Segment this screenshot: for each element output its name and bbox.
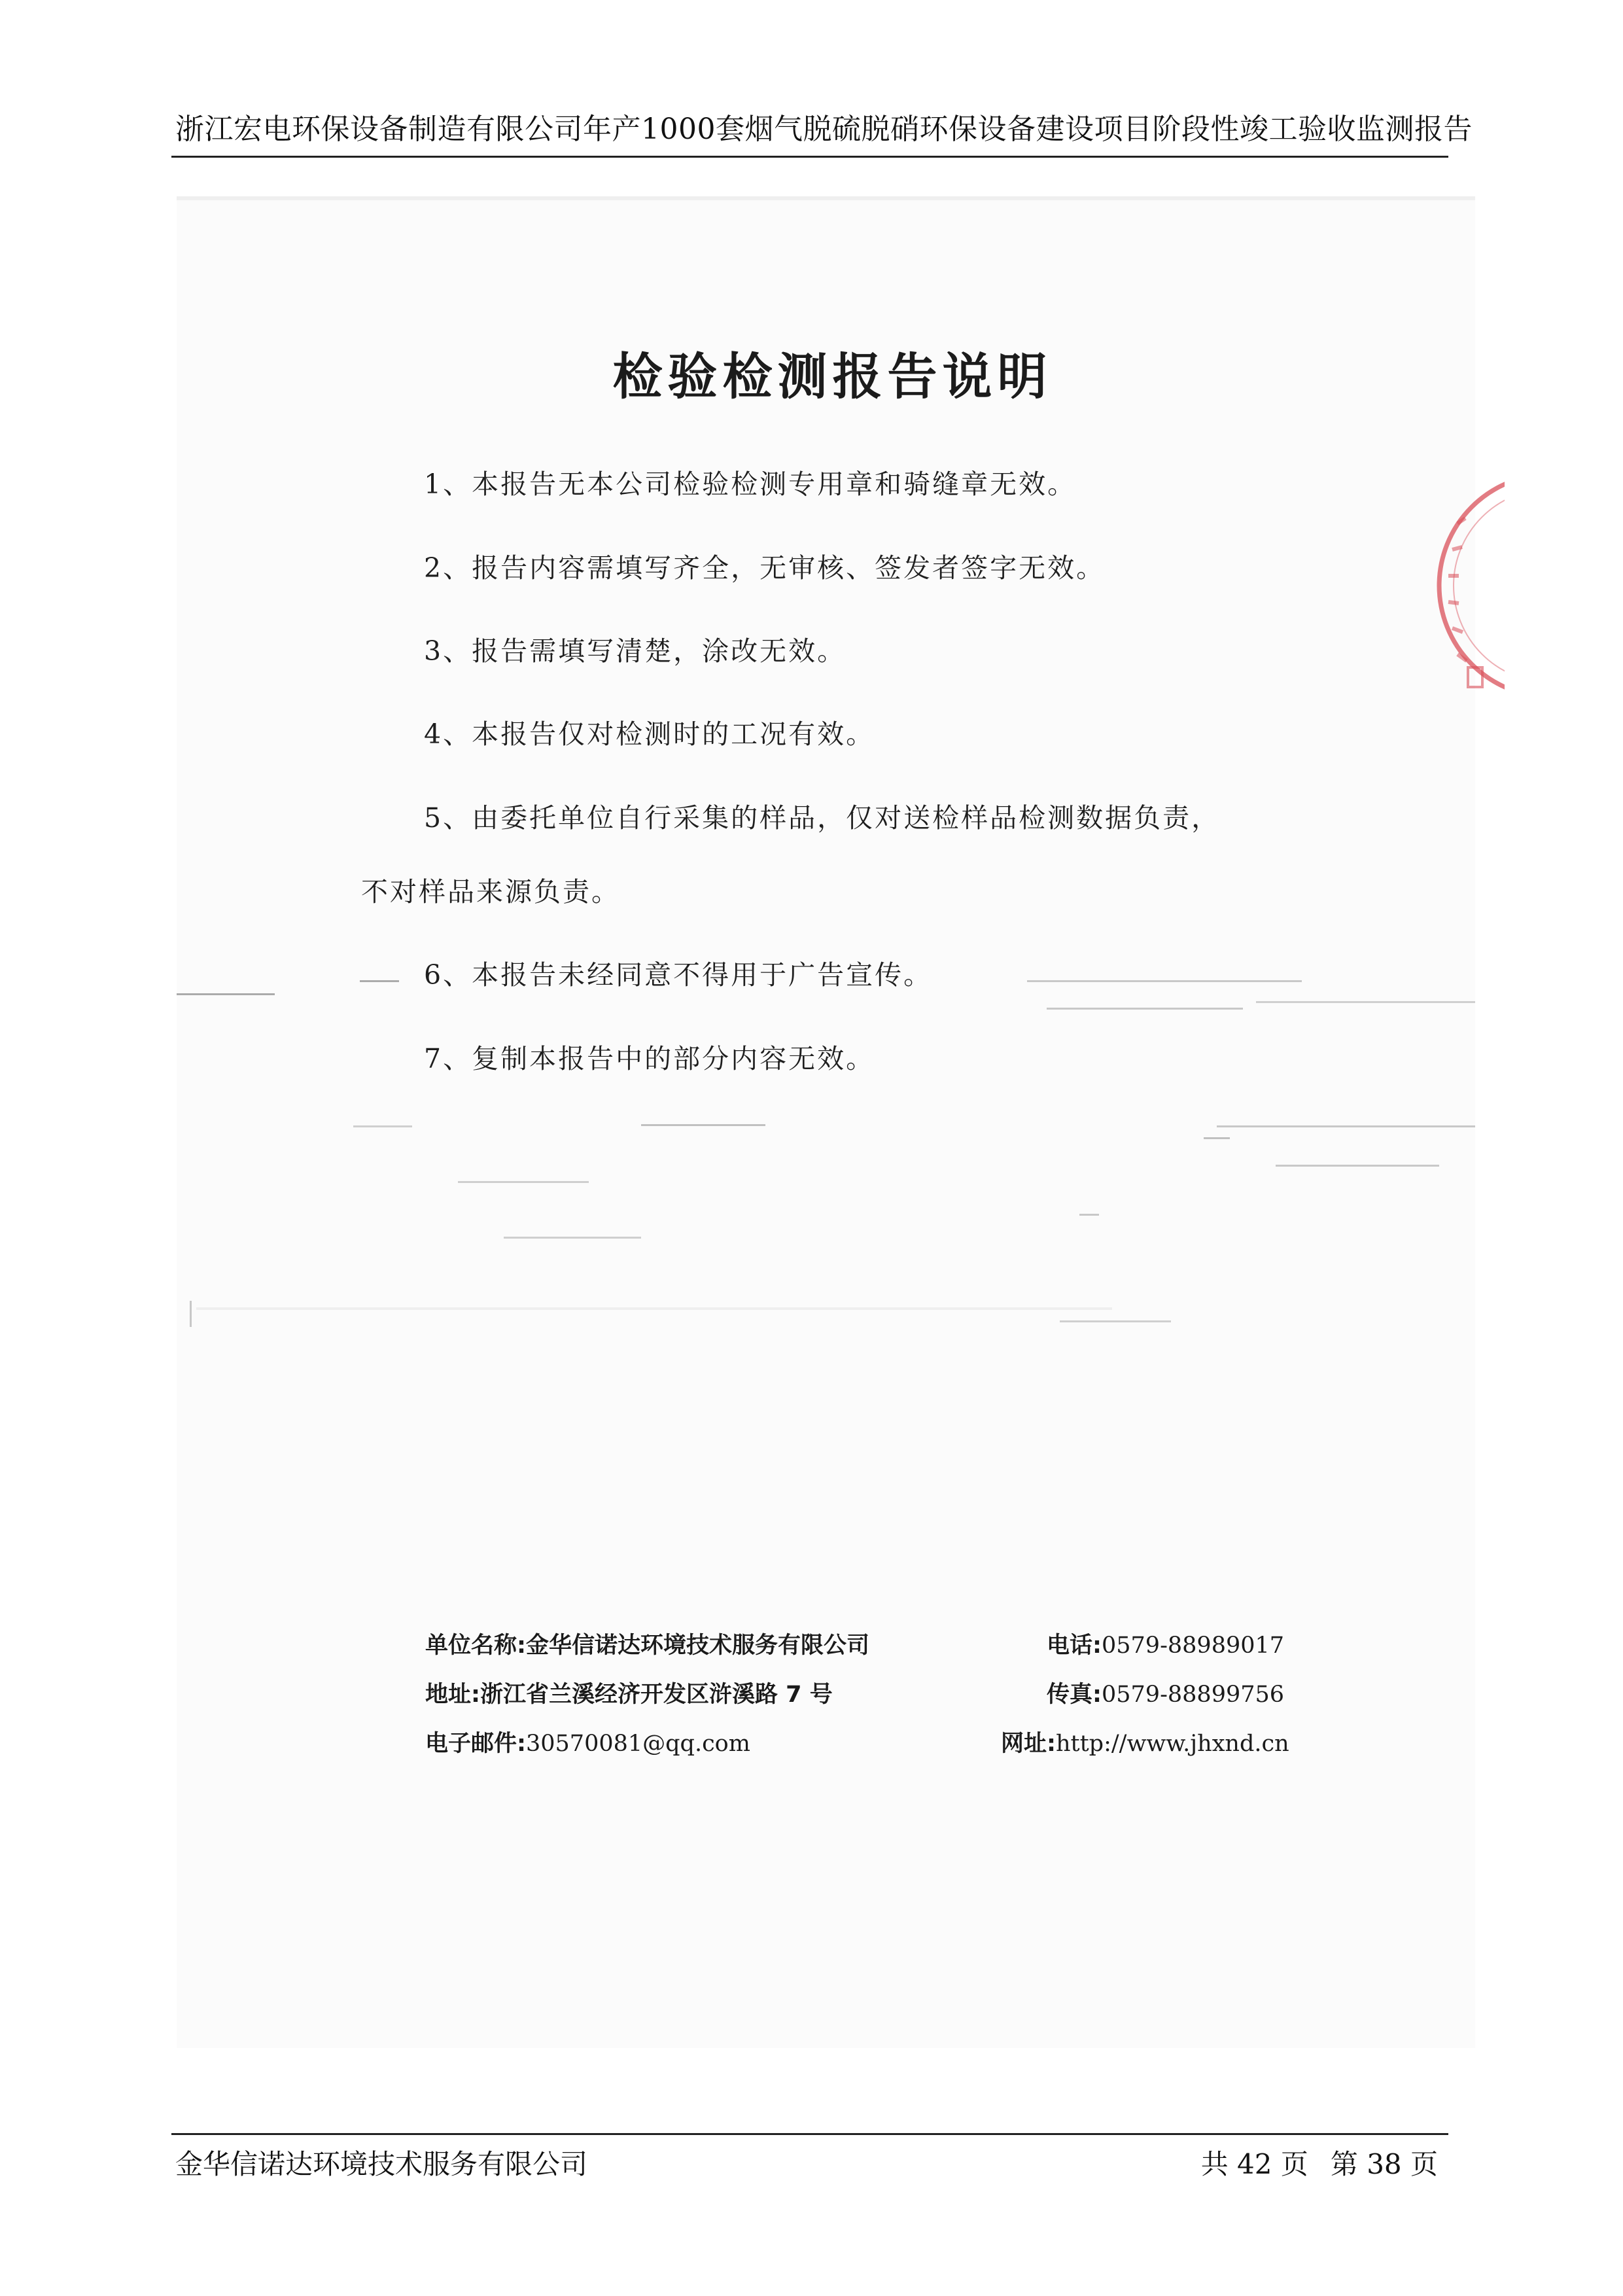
contact-address-value: 浙江省兰溪经济开发区浒溪路 7 号 bbox=[480, 1682, 833, 1708]
contact-email-value: 30570081@qq.com bbox=[526, 1731, 750, 1757]
scanned-page bbox=[177, 196, 1475, 2048]
scan-noise-mark bbox=[1079, 1214, 1099, 1216]
notice-item-6: 6、本报告未经同意不得用于广告宣传。 bbox=[424, 959, 933, 991]
footer-current-page: 第 38 页 bbox=[1330, 2148, 1438, 2180]
header-divider bbox=[171, 156, 1448, 158]
scan-noise-mark bbox=[1276, 1165, 1439, 1167]
contact-phone-label: 电话: bbox=[1047, 1633, 1102, 1659]
scan-noise-mark bbox=[504, 1237, 641, 1239]
contact-fax-label: 传真: bbox=[1047, 1682, 1102, 1708]
contact-fax-value: 0579-88899756 bbox=[1102, 1682, 1285, 1708]
contact-company-label: 单位名称: bbox=[425, 1633, 526, 1659]
notice-item-4: 4、本报告仅对检测时的工况有效。 bbox=[424, 718, 875, 750]
contact-address bbox=[425, 1678, 833, 1711]
scan-noise-mark bbox=[190, 1301, 192, 1327]
contact-phone-value: 0579-88989017 bbox=[1102, 1633, 1285, 1659]
notice-item-3: 3、报告需填写清楚，涂改无效。 bbox=[424, 635, 846, 667]
seal-icon bbox=[1426, 445, 1505, 726]
contact-email bbox=[425, 1727, 750, 1760]
contact-website-label: 网址: bbox=[1001, 1731, 1056, 1757]
notice-item-5: 5、由委托单位自行采集的样品，仅对送检样品检测数据负责， bbox=[424, 802, 1221, 834]
footer-divider bbox=[171, 2133, 1448, 2135]
scan-edge bbox=[177, 196, 1475, 200]
scan-noise-mark bbox=[1256, 1001, 1475, 1003]
scan-noise-mark bbox=[1204, 1137, 1230, 1139]
scan-noise-mark bbox=[1217, 1125, 1475, 1127]
scan-noise-mark bbox=[641, 1124, 765, 1126]
footer-total-pages: 共 42 页 bbox=[1200, 2148, 1308, 2180]
footer-company: 金华信诺达环境技术服务有限公司 bbox=[175, 2148, 588, 2180]
scan-noise-mark bbox=[1060, 1320, 1171, 1322]
contact-fax bbox=[1047, 1678, 1284, 1711]
scan-noise-mark bbox=[1027, 980, 1302, 982]
contact-company bbox=[425, 1629, 869, 1662]
contact-website bbox=[1001, 1727, 1289, 1760]
contact-email-label: 电子邮件: bbox=[425, 1731, 526, 1757]
scan-noise-mark bbox=[177, 993, 275, 995]
contact-phone bbox=[1047, 1629, 1284, 1662]
red-seal-fragment bbox=[1426, 445, 1505, 726]
notice-title: 检验检测报告说明 bbox=[612, 347, 1053, 406]
page-header-title: 浙江宏电环保设备制造有限公司年产1000套烟气脱硫脱硝环保设备建设项目阶段性竣工验收监测报告 bbox=[175, 113, 1473, 146]
scan-noise-mark bbox=[360, 980, 399, 982]
contact-company-value: 金华信诺达环境技术服务有限公司 bbox=[526, 1633, 870, 1659]
notice-item-1: 1、本报告无本公司检验检测专用章和骑缝章无效。 bbox=[424, 468, 1077, 500]
scan-noise-mark bbox=[196, 1307, 1112, 1310]
footer-page-info bbox=[1201, 2145, 1438, 2184]
scan-noise-mark bbox=[353, 1125, 412, 1127]
notice-item-7: 7、复制本报告中的部分内容无效。 bbox=[424, 1043, 875, 1074]
notice-item-2: 2、报告内容需填写齐全，无审核、签发者签字无效。 bbox=[424, 552, 1106, 584]
contact-website-value: http://www.jhxnd.cn bbox=[1056, 1731, 1289, 1757]
contact-address-label: 地址: bbox=[425, 1682, 480, 1708]
scan-noise-mark bbox=[458, 1181, 589, 1183]
notice-item-5-continued: 不对样品来源负责。 bbox=[361, 876, 620, 908]
scan-noise-mark bbox=[1047, 1008, 1243, 1010]
